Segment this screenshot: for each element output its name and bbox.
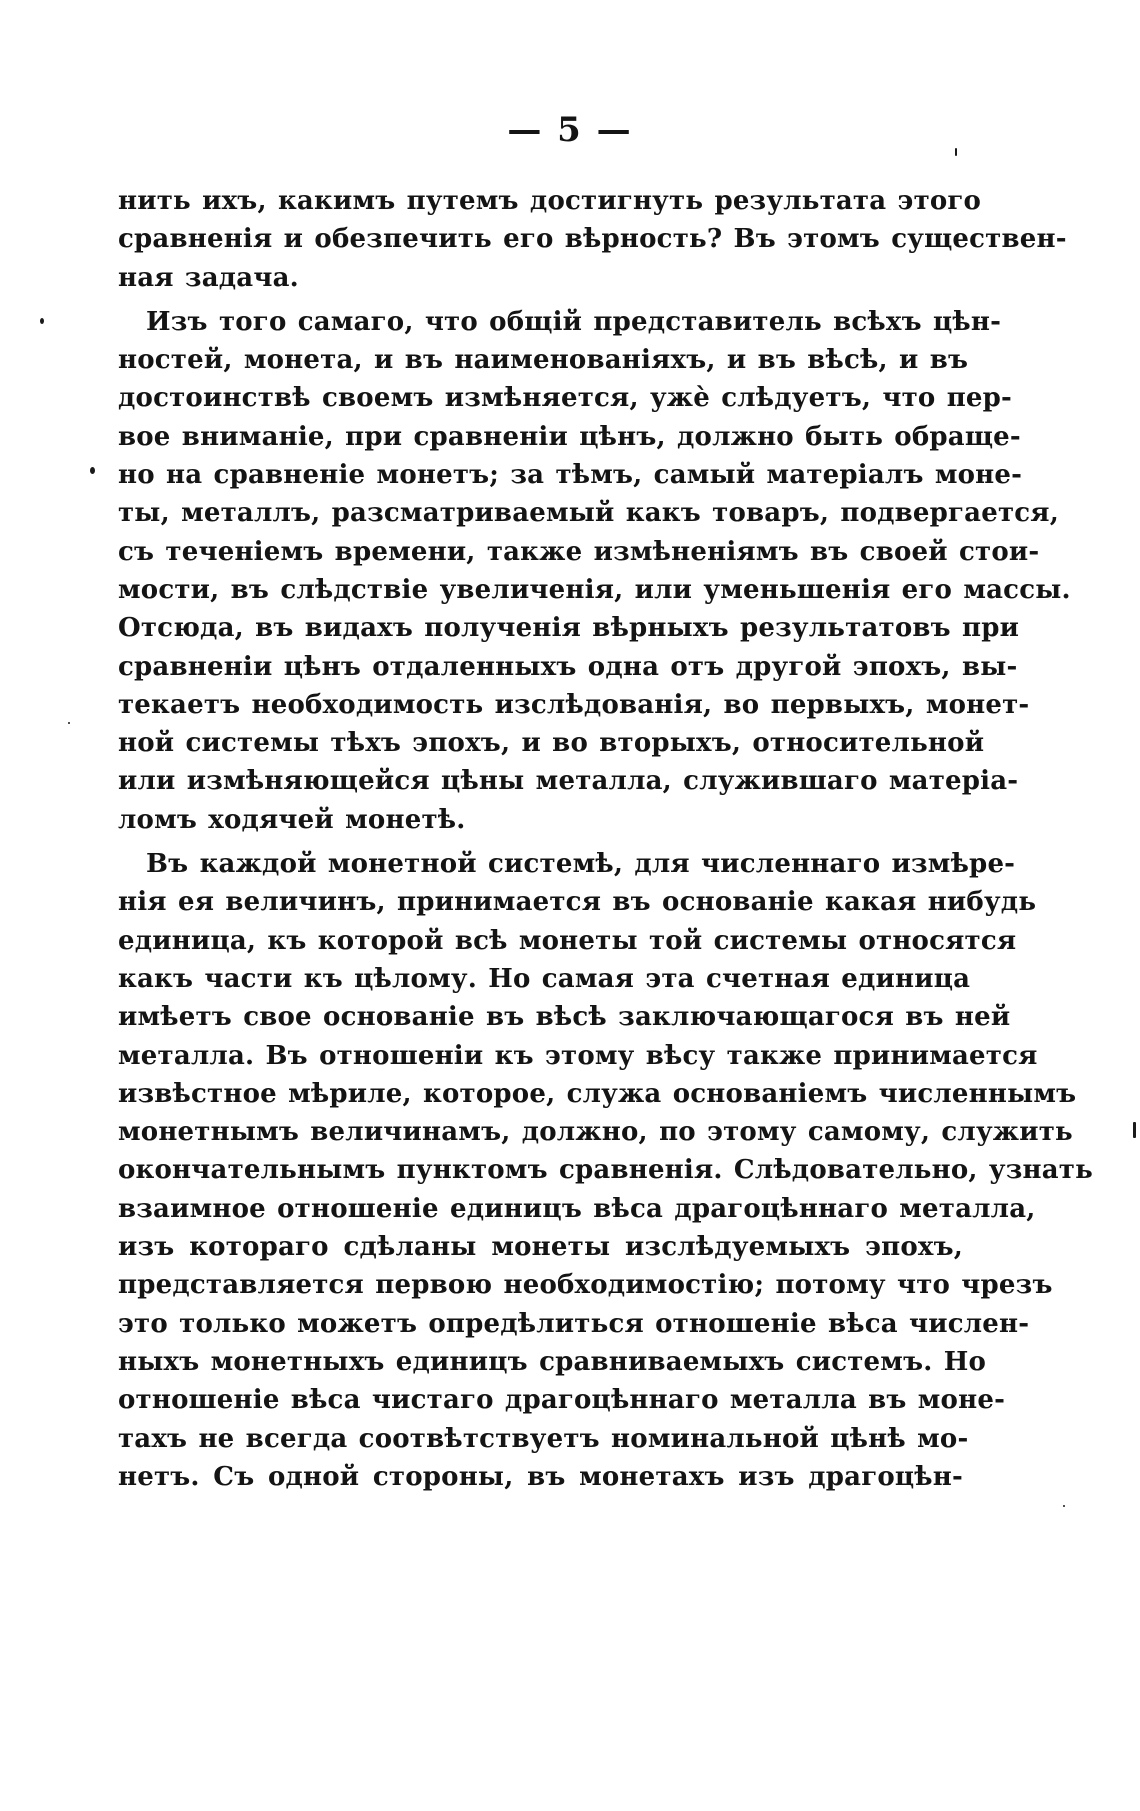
text-line: нетъ. Съ одной стороны, въ монетахъ изъ драгоцѣн- (118, 1461, 963, 1492)
text-line: отношеніе вѣса чистаго драгоцѣннаго металла въ моне- (118, 1385, 1006, 1416)
text-line: ной системы тѣхъ эпохъ, и во вторыхъ, относительной (118, 728, 985, 759)
text-line: единица, къ которой всѣ монеты той системы относятся (118, 925, 1017, 956)
text-line: текаетъ необходимость изслѣдованія, во первыхъ, монет- (118, 689, 1030, 720)
scan-speck (40, 318, 44, 324)
text-line: ломъ ходячей монетѣ. (118, 804, 466, 835)
text-line: ты, металлъ, разсматриваемый какъ товаръ, подвергается, (118, 498, 1059, 529)
text-line: съ теченіемъ времени, также измѣненіямъ въ своей стои- (118, 536, 1040, 567)
text-line: или измѣняющейся цѣны металла, служившаго матеріа- (118, 766, 1019, 797)
scan-speck (68, 722, 70, 724)
text-line: сравненіи цѣнъ отдаленныхъ одна отъ другой эпохъ, вы- (118, 651, 1018, 682)
paragraph-1 (118, 182, 1067, 297)
body-text (118, 182, 1093, 1496)
text-line: вое вниманіе, при сравненіи цѣнъ, должно быть обраще- (118, 421, 1021, 452)
text-line: Отсюда, въ видахъ полученія вѣрныхъ результатовъ при (118, 613, 1020, 644)
text-line: сравненія и обезпечить его вѣрность? Въ этомъ существен- (118, 224, 1067, 255)
text-line: извѣстное мѣриле, которое, служа основаніемъ численнымъ (118, 1078, 1077, 1109)
text-line: имѣетъ свое основаніе въ вѣсѣ заключающагося въ ней (118, 1002, 1011, 1033)
scan-speck (955, 148, 957, 156)
text-line: ностей, монета, и въ наименованіяхъ, и въ вѣсѣ, и въ (118, 345, 969, 376)
text-line: окончательнымъ пунктомъ сравненія. Слѣдовательно, узнать (118, 1155, 1093, 1186)
text-line: это только можетъ опредѣлиться отношеніе вѣса числен- (118, 1308, 1030, 1339)
scan-speck (90, 467, 95, 474)
scan-speck (1133, 1122, 1136, 1138)
text-line: Въ каждой монетной системѣ, для численнаго измѣре- (146, 849, 1016, 880)
text-line: но на сравненіе монетъ; за тѣмъ, самый матеріалъ моне- (118, 460, 1023, 491)
text-line: какъ части къ цѣлому. Но самая эта счетная единица (118, 963, 971, 994)
text-line: монетнымъ величинамъ, должно, по этому самому, служить (118, 1117, 1073, 1148)
text-line: мости, въ слѣдствіе увеличенія, или уменьшенія его массы. (118, 574, 1071, 605)
text-line: взаимное отношеніе единицъ вѣса драгоцѣннаго металла, (118, 1193, 1036, 1224)
scan-speck (1063, 1505, 1065, 1507)
text-line: Изъ того самаго, что общій представитель всѣхъ цѣн- (146, 306, 1002, 337)
text-line: представляется первою необходимостію; потому что чрезъ (118, 1270, 1053, 1301)
text-line: нить ихъ, какимъ путемъ достигнуть результата этого (118, 186, 982, 216)
page-number: — 5 — (507, 110, 633, 150)
paragraph-3 (118, 845, 1093, 1496)
text-line: изъ котораго сдѣланы монеты изслѣдуемыхъ эпохъ, (118, 1232, 963, 1263)
text-line: достоинствѣ своемъ измѣняется, ужè слѣдуетъ, что пер- (118, 383, 1013, 414)
text-line: ныхъ монетныхъ единицъ сравниваемыхъ системъ. Но (118, 1346, 987, 1377)
text-line: тахъ не всегда соотвѣтствуетъ номинальной цѣнѣ мо- (118, 1423, 969, 1454)
paragraph-2 (118, 303, 1071, 839)
text-line: металла. Въ отношеніи къ этому вѣсу также принимается (118, 1040, 1038, 1071)
text-line: ная задача. (118, 262, 299, 293)
text-line: нія ея величинъ, принимается въ основаніе какая нибудь (118, 887, 1037, 918)
